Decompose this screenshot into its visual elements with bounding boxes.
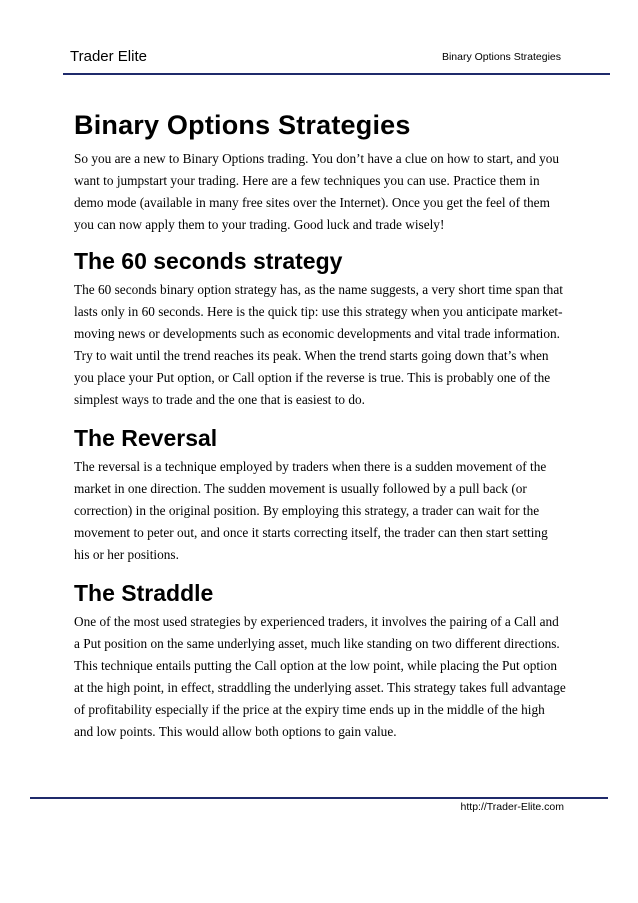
- header-divider: [63, 73, 610, 75]
- section-60-seconds-strategy: [74, 246, 566, 411]
- intro-paragraph: So you are a new to Binary Options trading. You don’t have a clue on how to start, and you want to jumpstart your trading. Here are a few techniques you can use. Practice them in demo mode (available in many free sites over the Internet). Once you get the feel of them you can now apply them to your trading. Good luck and trade wisely!: [74, 151, 560, 232]
- footer-url: http://Trader-Elite.com: [460, 801, 564, 813]
- section-straddle: [74, 578, 566, 743]
- section-heading: The Reversal: [74, 425, 218, 451]
- section-heading: The Straddle: [74, 580, 214, 606]
- page-header: [70, 48, 567, 72]
- footer-divider: [30, 797, 608, 799]
- header-document-title: Binary Options Strategies: [441, 51, 561, 63]
- section-paragraph: The reversal is a technique employed by traders when there is a sudden movement of the market in one direction. The sudden movement is usually followed by a pull back (or correction) in the original position. By employing this strategy, a trader can wait for the movement to peter out, and once it starts correcting itself, the trader can then start setting his or her positions.: [74, 459, 548, 562]
- document-body: [74, 108, 566, 743]
- section-paragraph: One of the most used strategies by experienced traders, it involves the pairing of a Call and a Put position on the same underlying asset, much like standing on two different directions. This technique entails putting the Call option at the low point, while placing the Put option at the high point, in effect, straddling the underlying asset. This strategy takes full advantage of profitability especially if the price at the expiry time ends up in the middle of the high and low points. This would allow both options to gain value.: [74, 614, 566, 739]
- header-brand: Trader Elite: [70, 48, 147, 65]
- page-title: Binary Options Strategies: [74, 110, 411, 140]
- section-paragraph: The 60 seconds binary option strategy has, as the name suggests, a very short time span that lasts only in 60 seconds. Here is the quick tip: use this strategy when you anticipate market-moving news or developments such as economic developments and vital trade information. Try to wait until the trend reaches its peak. When the trend starts going down that’s when you place your Put option, or Call option if the reverse is true. This is probably one of the simplest ways to trade and the one that is easiest to do.: [74, 282, 563, 407]
- section-reversal: [74, 423, 566, 566]
- section-heading: The 60 seconds strategy: [74, 248, 343, 274]
